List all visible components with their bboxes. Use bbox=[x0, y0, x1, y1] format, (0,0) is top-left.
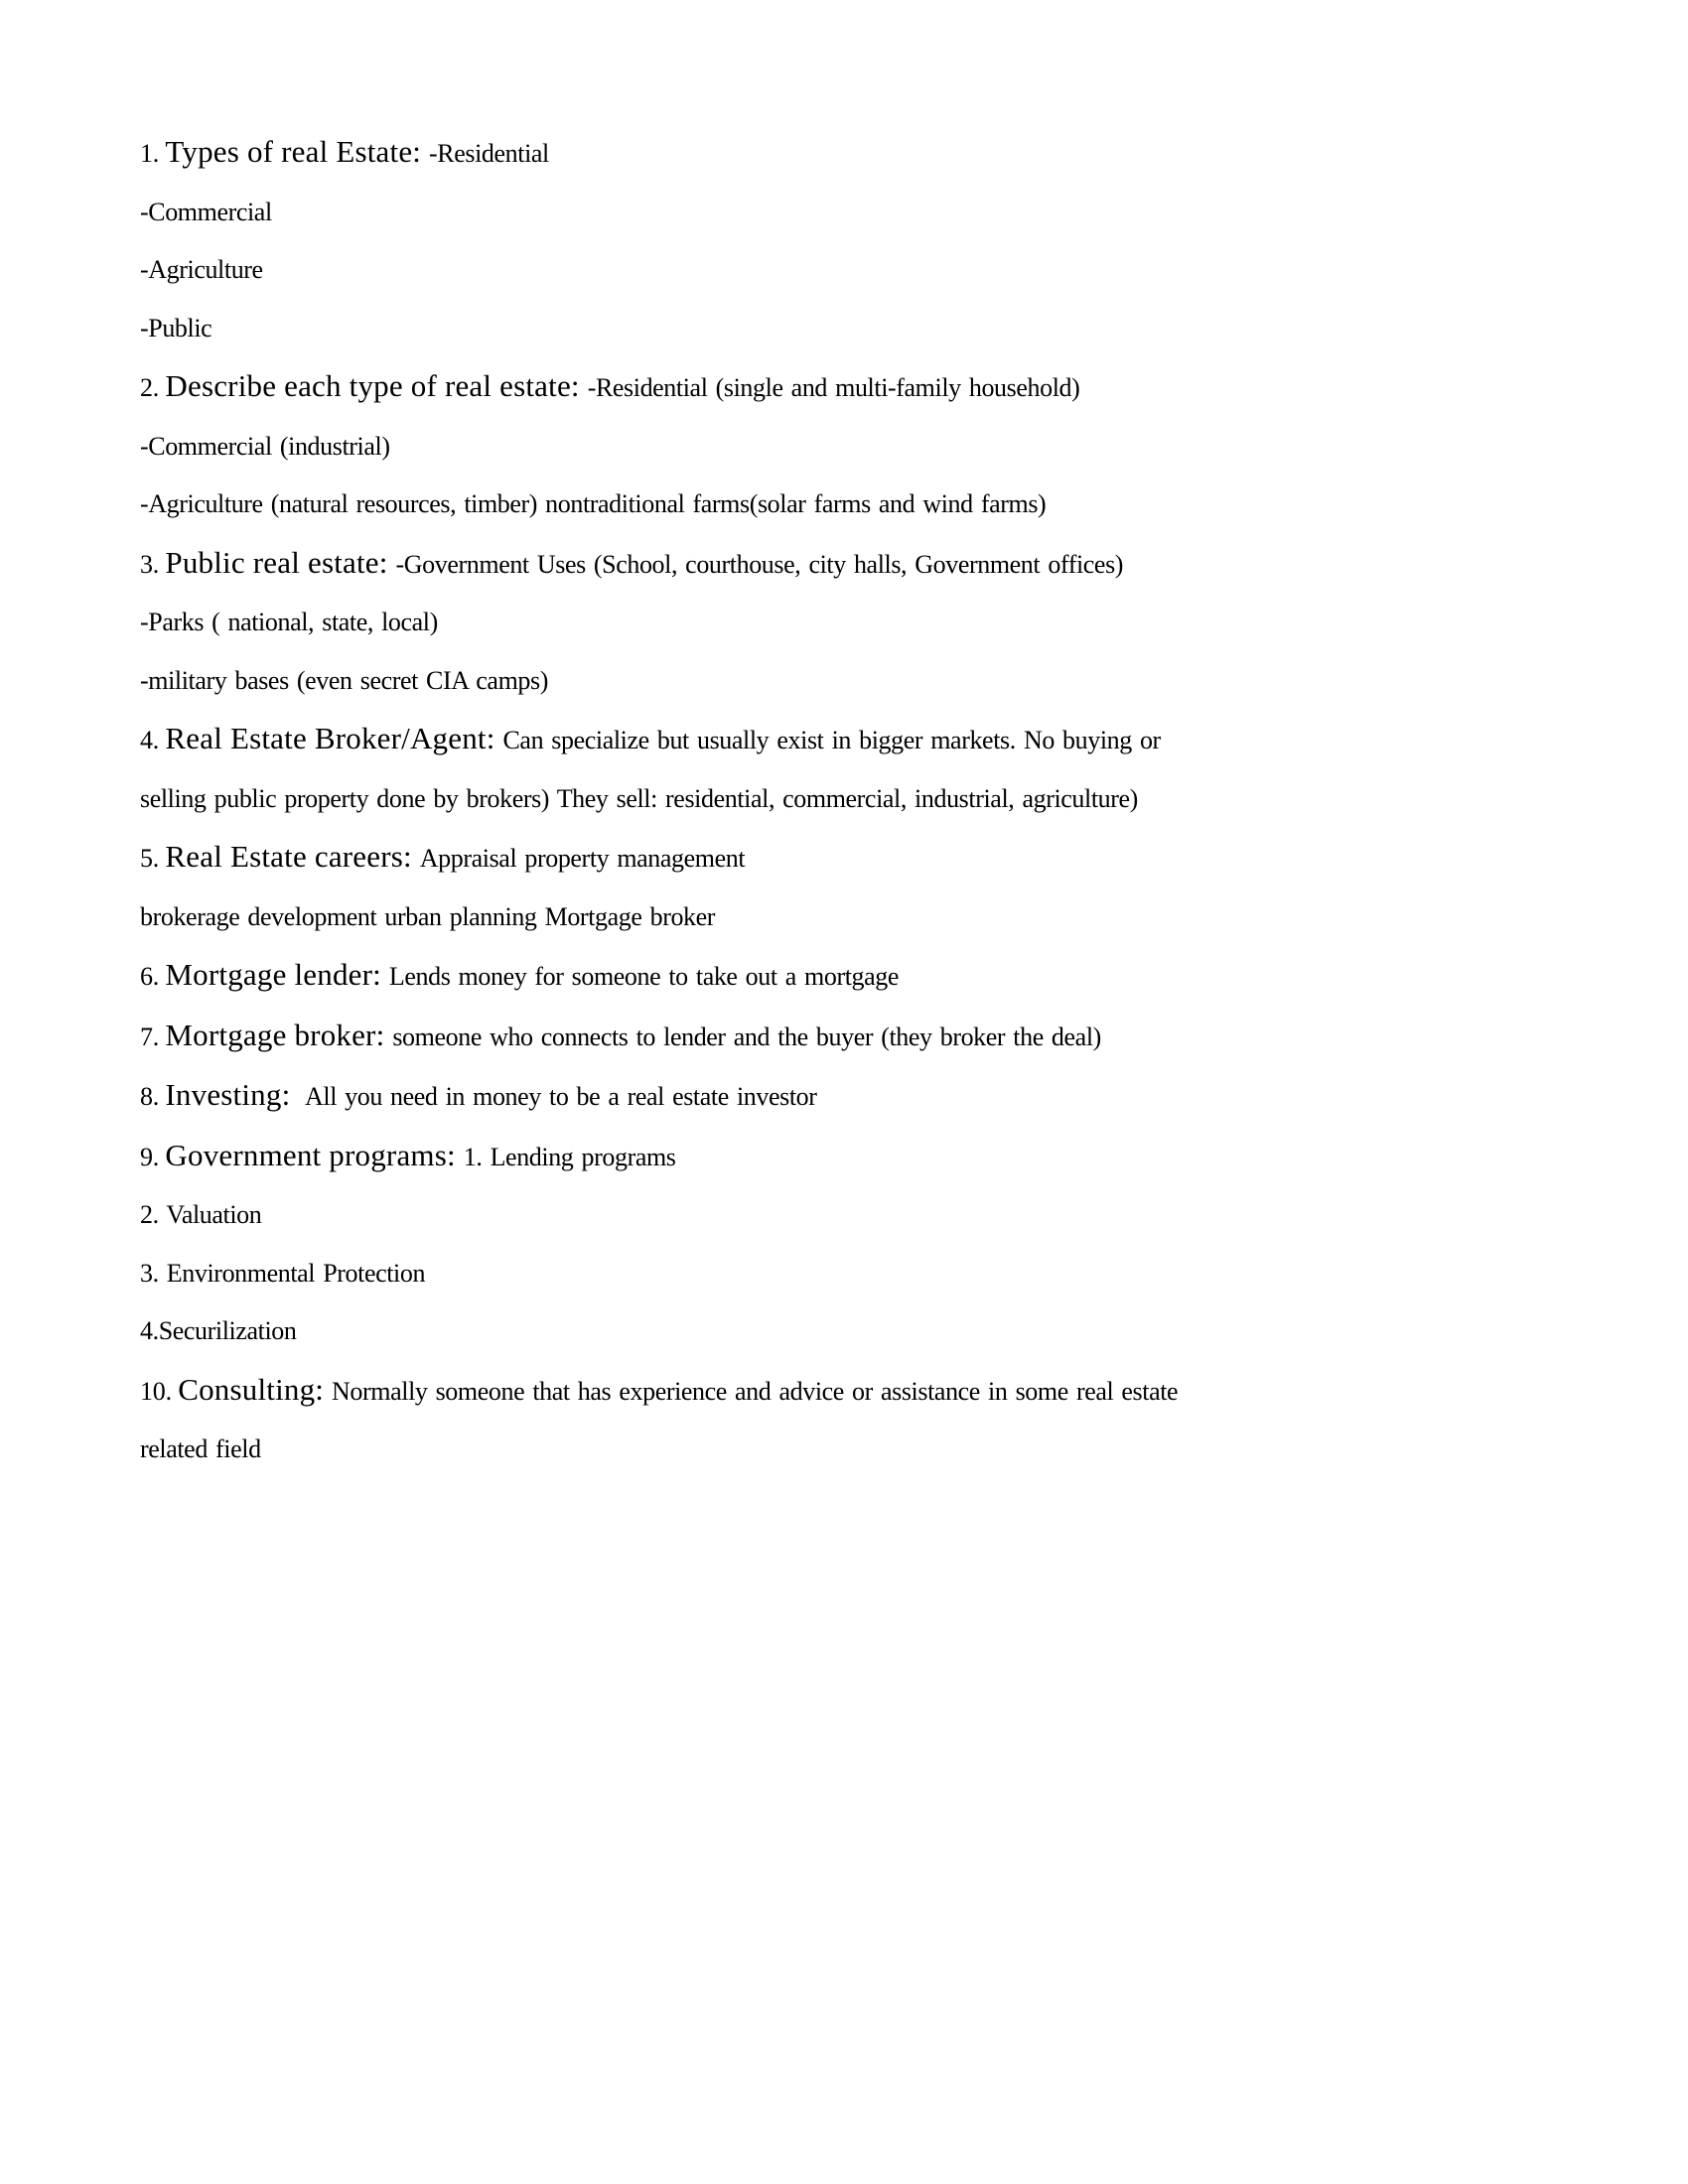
text-line bbox=[140, 302, 1232, 360]
text-line bbox=[140, 125, 1232, 186]
body-text: -Commercial (industrial) bbox=[140, 431, 390, 461]
text-line bbox=[140, 772, 1232, 831]
section-heading: Real Estate careers: bbox=[165, 839, 420, 874]
text-line bbox=[140, 1009, 1232, 1069]
section-number: 6. bbox=[140, 962, 166, 991]
body-text: -Public bbox=[140, 313, 212, 342]
body-text: -Parks ( national, state, local) bbox=[140, 608, 438, 636]
text-line bbox=[140, 1247, 1232, 1305]
text-line bbox=[140, 890, 1232, 949]
text-line bbox=[140, 596, 1232, 654]
body-text: related field bbox=[140, 1434, 261, 1463]
body-text: -Agriculture (natural resources, timber) nontraditional farms(solar farms and wind farms) bbox=[140, 489, 1047, 518]
section-number: 2. bbox=[140, 373, 166, 402]
body-text: Normally someone that has experience and advice or assistance in some real estate bbox=[332, 1376, 1179, 1406]
section-heading: Mortgage broker: bbox=[165, 1017, 393, 1052]
section-heading: Investing: bbox=[165, 1077, 299, 1112]
text-line bbox=[140, 186, 1232, 244]
body-text: 2. Valuation bbox=[140, 1200, 262, 1229]
body-text: someone who connects to lender and the buyer (they broker the deal) bbox=[392, 1022, 1101, 1051]
section-number: 8. bbox=[140, 1082, 166, 1111]
text-line bbox=[140, 1068, 1232, 1129]
body-text: -Commercial bbox=[140, 197, 272, 226]
body-text: -Residential (single and multi-family household) bbox=[587, 373, 1080, 402]
document-content bbox=[140, 125, 1232, 1481]
body-text: Lends money for someone to take out a mortgage bbox=[388, 962, 900, 991]
section-heading: Government programs: bbox=[165, 1137, 464, 1172]
text-line bbox=[140, 712, 1232, 772]
section-number: 7. bbox=[140, 1022, 166, 1051]
section-heading: Consulting: bbox=[178, 1371, 333, 1407]
text-line bbox=[140, 243, 1232, 302]
body-text: -Agriculture bbox=[140, 255, 263, 284]
text-line bbox=[140, 420, 1232, 478]
body-text: -Government Uses (School, courthouse, city halls, Government offices) bbox=[395, 549, 1124, 579]
body-text: 1. Lending programs bbox=[463, 1142, 676, 1171]
body-text: 3. Environmental Protection bbox=[140, 1258, 426, 1288]
body-text: -military bases (even secret CIA camps) bbox=[140, 665, 548, 695]
text-line bbox=[140, 830, 1232, 890]
text-line bbox=[140, 536, 1232, 597]
body-text: Appraisal property management bbox=[419, 844, 746, 873]
section-heading: Types of real Estate: bbox=[165, 134, 430, 169]
section-heading: Describe each type of real estate: bbox=[165, 368, 588, 403]
body-text: Can specialize but usually exist in bigger markets. No buying or bbox=[502, 726, 1161, 754]
body-text: selling public property done by brokers) They sell: residential, commercial, industrial, agriculture) bbox=[140, 783, 1138, 813]
text-line bbox=[140, 1188, 1232, 1247]
section-heading: Public real estate: bbox=[165, 544, 396, 580]
section-number: 5. bbox=[140, 844, 166, 873]
body-text: 4.Securilization bbox=[140, 1316, 297, 1345]
text-line bbox=[140, 1129, 1232, 1189]
text-line bbox=[140, 1363, 1232, 1424]
text-line bbox=[140, 948, 1232, 1009]
section-heading: Mortgage lender: bbox=[165, 957, 389, 992]
text-line bbox=[140, 1304, 1232, 1363]
text-line bbox=[140, 1423, 1232, 1481]
section-number: 4. bbox=[140, 726, 166, 754]
section-number: 1. bbox=[140, 139, 166, 168]
text-line bbox=[140, 654, 1232, 713]
section-number: 9. bbox=[140, 1142, 166, 1171]
section-heading: Real Estate Broker/Agent: bbox=[165, 721, 503, 755]
text-line bbox=[140, 359, 1232, 420]
text-line bbox=[140, 478, 1232, 536]
body-text: brokerage development urban planning Mortgage broker bbox=[140, 901, 716, 931]
section-number: 10. bbox=[140, 1376, 179, 1406]
body-text: All you need in money to be a real estate investor bbox=[298, 1082, 817, 1111]
section-number: 3. bbox=[140, 549, 166, 579]
body-text: -Residential bbox=[429, 139, 549, 168]
